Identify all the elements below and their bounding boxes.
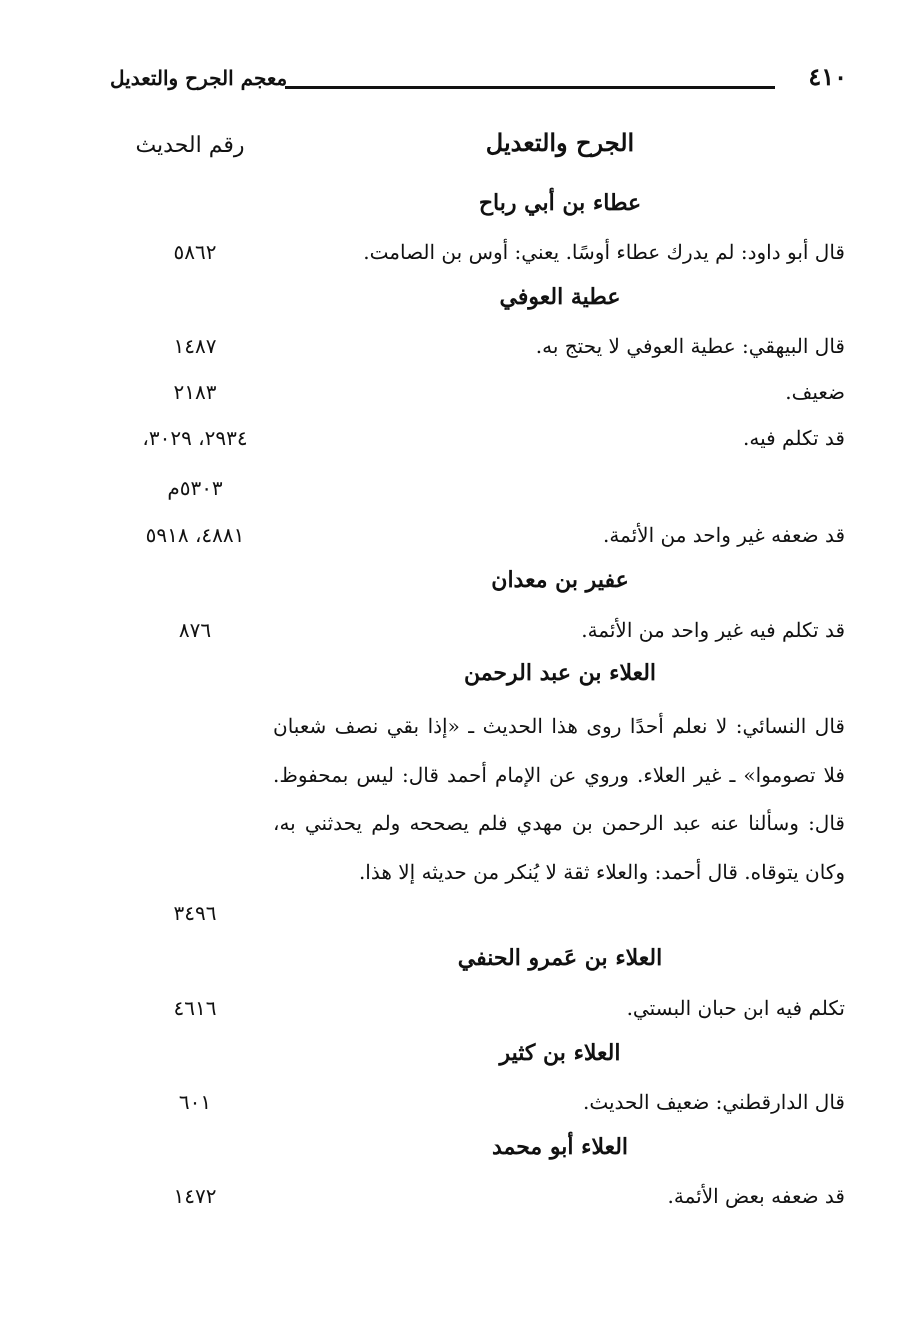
running-title: معجم الجرح والتعديل (110, 66, 288, 90)
entry-text: تكلم فيه ابن حبان البستي. (626, 996, 845, 1020)
narrator-name-ala-amr: العلاء بن عَمرو الحنفي (457, 945, 663, 971)
hadith-number: ٥٨٦٢ (173, 240, 217, 264)
hadith-number: ٨٧٦ (178, 618, 212, 642)
entry-text: قال الدارقطني: ضعيف الحديث. (582, 1090, 845, 1114)
hadith-number: ١٤٨٧ (173, 334, 217, 358)
hadith-number: ١٤٧٢ (173, 1184, 217, 1208)
entry-text: قد تكلم فيه. (743, 426, 845, 450)
hadith-number: ٥٣٠٣م (167, 476, 223, 500)
hadith-number: ٤٦١٦ (173, 996, 217, 1020)
page-number: ٤١٠ (808, 62, 847, 91)
entry-text: قال أبو داود: لم يدرك عطاء أوسًا. يعني: أوس بن الصامت. (363, 240, 845, 264)
entry-text: ضعيف. (785, 380, 845, 404)
narrator-name-ala-abdrahman: العلاء بن عبد الرحمن (463, 660, 657, 686)
page-header (110, 62, 847, 102)
entry-text: قد ضعفه بعض الأئمة. (667, 1184, 845, 1208)
narrator-name-atiyya: عطية العوفي (499, 284, 621, 310)
hadith-number: ٦٠١ (178, 1090, 212, 1114)
hadith-number: ٢١٨٣ (173, 380, 217, 404)
narrator-name-ufayr: عفير بن معدان (491, 567, 629, 593)
entry-text: قال البيهقي: عطية العوفي لا يحتج به. (535, 334, 845, 358)
entry-paragraph: قال النسائي: لا نعلم أحدًا روى هذا الحديث ـ «إذا بقي نصف شعبان فلا تصوموا» ـ غير العلاء. وروي عن الإمام أحمد قال: ليس بمحفوظ. قال: وسألنا عنه عبد الرحمن بن مهدي فلم يصححه ولم يحدثني به، وكان يتوقاه. قال أحمد: والعلاء ثقة لا يُنكر من حديثه إلا هذا. (273, 714, 845, 884)
narrator-name-ala-kathir: العلاء بن كثير (499, 1040, 621, 1066)
header-rule (285, 86, 775, 89)
entry-text: قد ضعفه غير واحد من الأئمة. (602, 523, 845, 547)
column-heading-numbers: رقم الحديث (135, 133, 245, 158)
hadith-number: ٤٨٨١، ٥٩١٨ (145, 523, 245, 547)
entry-text: قد تكلم فيه غير واحد من الأئمة. (581, 618, 845, 642)
narrator-name-ata: عطاء بن أبي رباح (478, 190, 642, 216)
hadith-number: ٢٩٣٤، ٣٠٢٩، (142, 426, 248, 450)
hadith-number: ٣٤٩٦ (173, 901, 217, 925)
narrator-name-ala-muhammad: العلاء أبو محمد (491, 1134, 629, 1160)
column-heading-main: الجرح والتعديل (485, 128, 635, 157)
